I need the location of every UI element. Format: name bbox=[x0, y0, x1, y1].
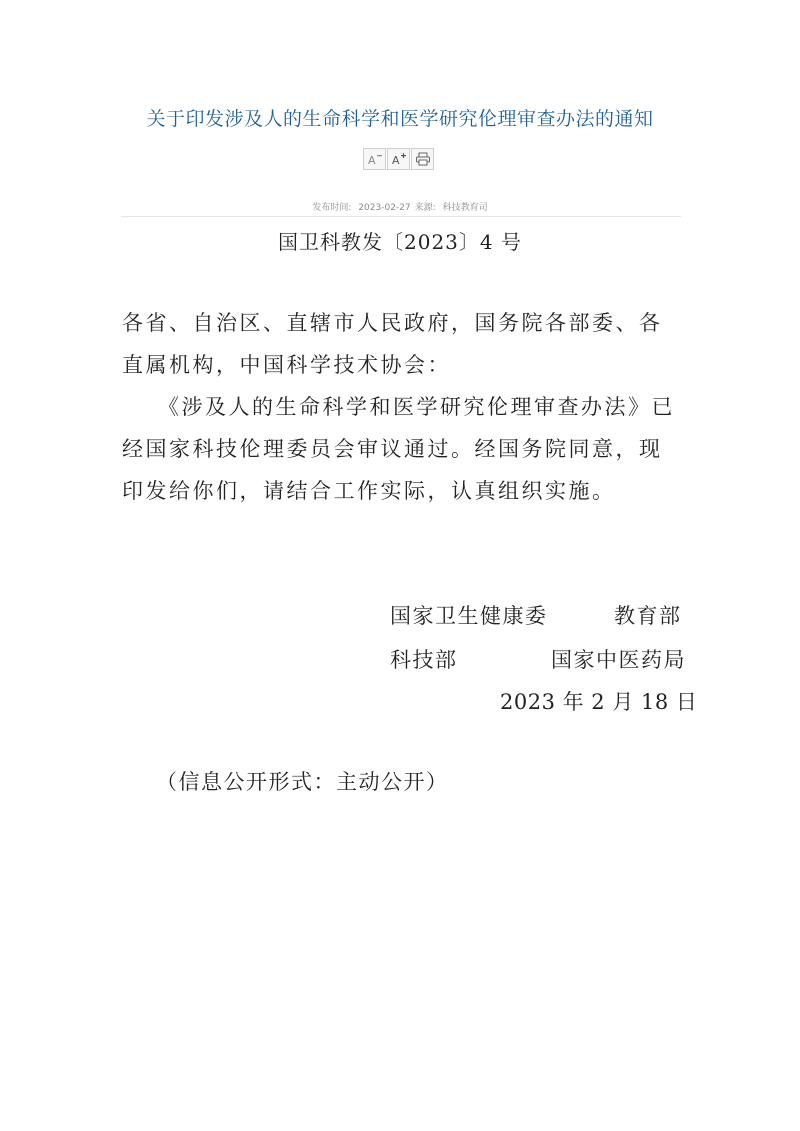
source-value: 科技教育司 bbox=[442, 203, 488, 213]
font-decrease-icon bbox=[367, 152, 383, 166]
publish-label: 发布时间: bbox=[312, 203, 352, 213]
font-increase-icon bbox=[391, 152, 407, 166]
signature-org-2: 教育部 bbox=[614, 604, 682, 628]
article-toolbar bbox=[363, 148, 435, 172]
increase-font-button[interactable] bbox=[387, 148, 410, 170]
signature-org-1: 国家卫生健康委 bbox=[390, 604, 548, 628]
signature-org-3: 科技部 bbox=[390, 648, 458, 672]
body-paragraph: 《涉及人的生命科学和医学研究伦理审查办法》已经国家科技伦理委员会审议通过。经国务院同意，现印发给你们，请结合工作实际，认真组织实施。 bbox=[122, 395, 675, 503]
page-title: 关于印发涉及人的生命科学和医学研究伦理审查办法的通知 bbox=[146, 108, 654, 130]
document-number: 国卫科教发〔2023〕4 号 bbox=[278, 230, 522, 254]
divider bbox=[121, 216, 681, 217]
publish-date: 2023-02-27 bbox=[358, 203, 411, 213]
signature-date: 2023 年 2 月 18 日 bbox=[500, 690, 698, 714]
print-button[interactable] bbox=[411, 148, 434, 170]
decrease-font-button[interactable] bbox=[363, 148, 386, 170]
print-icon bbox=[415, 152, 431, 166]
recipients: 各省、自治区、直辖市人民政府，国务院各部委、各直属机构，中国科学技术协会： bbox=[122, 311, 663, 377]
svg-text:A: A bbox=[391, 154, 400, 166]
source-label: 来源: bbox=[414, 203, 436, 213]
svg-text:A: A bbox=[367, 154, 376, 166]
article-meta bbox=[0, 200, 800, 213]
signature-org-4: 国家中医药局 bbox=[551, 648, 686, 672]
disclosure-note: （信息公开形式：主动公开） bbox=[156, 770, 449, 794]
